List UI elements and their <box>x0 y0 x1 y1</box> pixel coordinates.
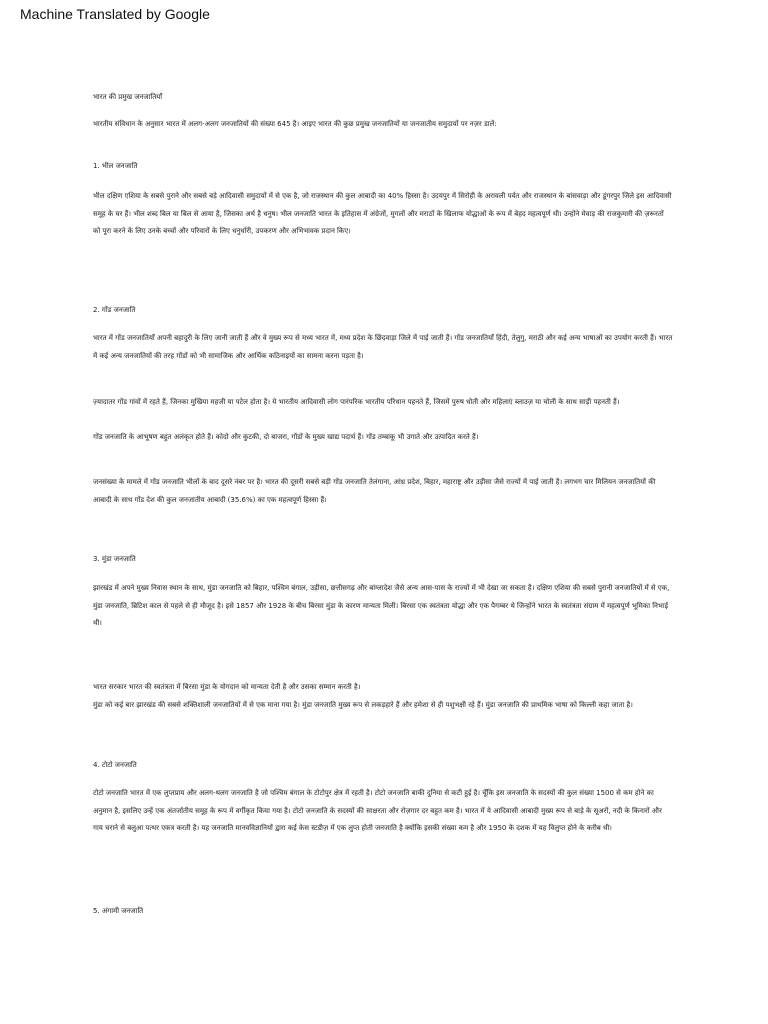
intro-paragraph: भारतीय संविधान के अनुसार भारत में अलग-अलग जनजातियों की संख्या 645 है। आइए भारत की कुछ प्रमुख जनजातियों या जनजातीय समुदायों पर नज़र डालें: <box>93 120 497 128</box>
munda-paragraph-1: झारखंड में अपने मुख्य निवास स्थान के साथ, मुंडा जनजाति को बिहार, पश्चिम बंगाल, उड़ीसा, छत्तीसगढ़ और बांग्लादेश जैसे अन्य आस-पास के राज्यों में भी देखा जा सकता है। दक्षिण एशिया की सबसे पुरानी जनजातियों में से एक, मुंडा जनजाति, ब्रिटिश काल से पहले से ही मौजूद है। इसे 1857 और 1928 के बीच बिरसा मुंडा के कारण मान्यता मिली। बिरसा एक स्वतंत्रता योद्धा और एक पैगम्बर थे जिन्होंने भारत के स्वतंत्रता संग्राम में महत्वपूर्ण भूमिका निभाई थी। <box>93 584 670 627</box>
section-heading-angami: 5. अंगामी जनजाति <box>93 907 144 915</box>
munda-paragraph-2: भारत सरकार भारत की स्वतंत्रता में बिरसा मुंडा के योगदान को मान्यता देती है और उसका सम्मान करती है। <box>93 683 361 691</box>
gond-paragraph-4: जनसंख्या के मामले में गोंड जनजाति भीलों के बाद दूसरे नंबर पर है। भारत की दूसरी सबसे बड़ी गोंड जनजाति तेलंगाना, आंध्र प्रदेश, बिहार, महाराष्ट्र और उड़ीसा जैसे राज्यों में पाई जाती है। लगभग चार मिलियन जनजातियों की आबादी के साथ गोंड देश की कुल जनजातीय आबादी (35.6%) का एक महत्वपूर्ण हिस्सा हैं। <box>93 478 656 504</box>
section-heading-munda: 3. मुंडा जनजाति <box>93 555 136 563</box>
section-heading-gond: 2. गोंड जनजाति <box>93 306 136 314</box>
section-heading-bhil: 1. भील जनजाति <box>93 162 138 170</box>
machine-translated-banner: Machine Translated by Google <box>20 6 210 22</box>
section-heading-toto: 4. टोटो जनजाति <box>93 761 137 769</box>
document-title: भारत की प्रमुख जनजातियाँ <box>93 93 163 101</box>
gond-paragraph-3: गोंड जनजाति के आभूषण बहुत अलंकृत होते हैं। कोदो और कुटकी, दो बाजरा, गोंडों के मुख्य खाद्य पदार्थ हैं। गोंड तम्बाकू भी उगाते और उत्पादित करते हैं। <box>93 433 479 441</box>
munda-paragraph-3: मुंडा को कई बार झारखंड की सबसे शक्तिशाली जनजातियों में से एक माना गया है। मुंडा जनजाति मुख्य रूप से लकड़हारे हैं और हमेशा से ही पशुभक्षी रहे हैं। मुंडा जनजाति की प्राथमिक भाषा को किल्ली कहा जाता है। <box>93 701 633 709</box>
gond-paragraph-2: ज़्यादातर गोंड गांवों में रहते हैं, जिनका मुखिया महजी या पटेल होता है। ये भारतीय आदिवासी लोग पारंपरिक भारतीय परिधान पहनते हैं, जिसमें पुरुष धोती और महिलाएं ब्लाउज़ या चोली के साथ साड़ी पहनती हैं। <box>93 398 620 406</box>
toto-paragraph: टोटो जनजाति भारत में एक लुप्तप्राय और अलग-थलग जनजाति है जो पश्चिम बंगाल के टोटोपुर क्षेत्र में रहती है। टोटो जनजाति बाकी दुनिया से कटी हुई है। चूँकि इस जनजाति के सदस्यों की कुल संख्या 1500 से कम होने का अनुमान है, इसलिए उन्हें एक अंतर्जातीय समूह के रूप में वर्गीकृत किया गया है। टोटो जनजाति के सदस्यों की साक्षरता और रोज़गार दर बहुत कम है। भारत में ये आदिवासी आबादी मुख्य रूप से बाड़े के सूअरों, नदी के किनारों और गाय चराने से बलुआ पत्थर एकत्र करती है। यह जनजाति मानवविज्ञानियों द्वारा कई केस स्टडीज़ में एक लुप्त होती जनजाति है क्योंकि इसकी संख्या कम है और 1950 के दशक में यह विलुप्त होने के करीब थी। <box>93 789 662 832</box>
bhil-paragraph: भील दक्षिण एशिया के सबसे पुराने और सबसे बड़े आदिवासी समुदायों में से एक है, जो राजस्थान की कुल आबादी का 40% हिस्सा है। उदयपुर में सिरोही के अरावली पर्वत और राजस्थान के बांसवाड़ा और डूंगरपुर जिले इस आदिवासी समूह के घर हैं। भील शब्द बिल या बिल से आया है, जिसका अर्थ है धनुष। भील जनजाति भारत के इतिहास में अंग्रेजों, मुगलों और मराठों के खिलाफ योद्धाओं के रूप में बेहद महत्वपूर्ण थी। उन्होंने मेवाड़ की राजकुमारी की ज़रूरतों को पूरा करने के लिए उनके बच्चों और परिवारों के लिए धनुर्धारी, उपकरण और अभिभावक प्रदान किए। <box>93 192 672 235</box>
gond-paragraph-1: भारत में गोंड जनजातियाँ अपनी बहादुरी के लिए जानी जाती हैं और वे मुख्य रूप से मध्य भारत में, मध्य प्रदेश के छिंदवाड़ा जिले में पाई जाती हैं। गोंड जनजातियाँ हिंदी, तेलुगु, मराठी और कई अन्य भाषाओं का उपयोग करती हैं। भारत में कई अन्य जनजातियों की तरह गोंडों को भी सामाजिक और आर्थिक कठिनाइयों का सामना करना पड़ता है। <box>93 334 673 360</box>
